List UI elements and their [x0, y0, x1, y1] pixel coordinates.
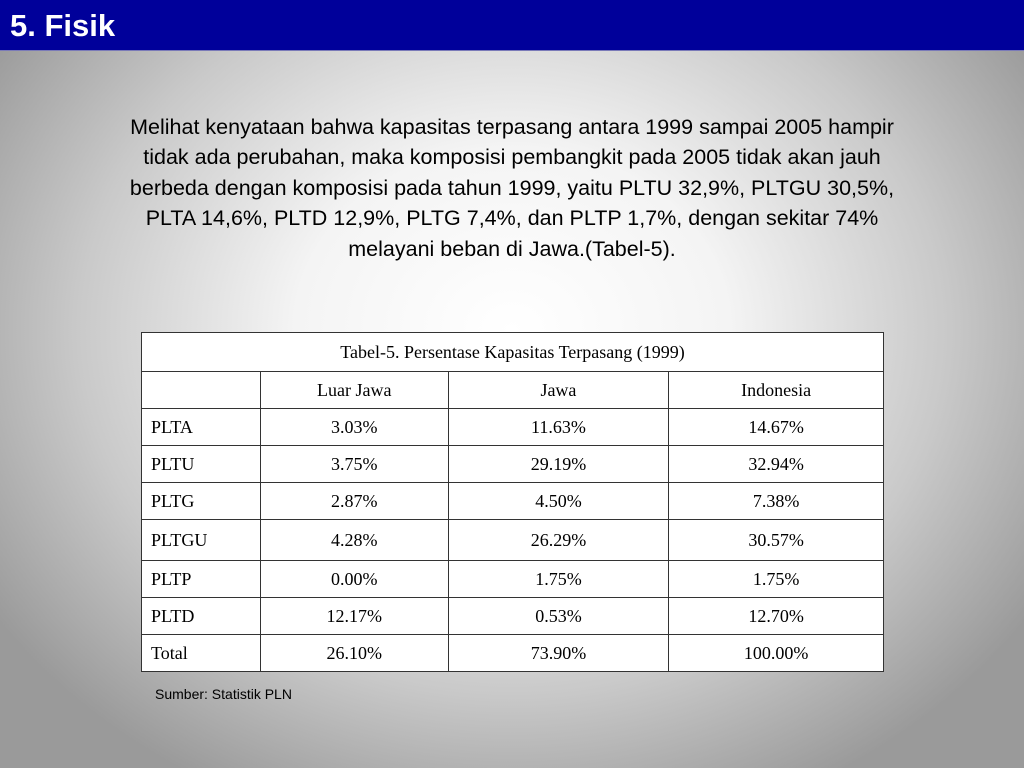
- cell-indonesia: 100.00%: [669, 635, 884, 672]
- body-paragraph: Melihat kenyataan bahwa kapasitas terpasang antara 1999 sampai 2005 hampir tidak ada perubahan, maka komposisi pembangkit pada 2005 tidak akan jauh berbeda dengan komposisi pada tahun 1999, yaitu PLTU 32,9%, PLTGU 30,5%, PLTA 14,6%, PLTD 12,9%, PLTG 7,4%, dan PLTP 1,7%, dengan sekitar 74% melayani beban di Jawa.(Tabel-5).: [129, 115, 895, 261]
- row-label: PLTGU: [142, 520, 261, 561]
- table-header-row: [142, 372, 884, 409]
- cell-luar-jawa: 12.17%: [260, 598, 448, 635]
- cell-luar-jawa: 26.10%: [260, 635, 448, 672]
- header-cell-indonesia: Indonesia: [669, 372, 884, 409]
- table-row-total: [142, 635, 884, 672]
- cell-indonesia: 12.70%: [669, 598, 884, 635]
- table-row: [142, 598, 884, 635]
- cell-luar-jawa: 3.03%: [260, 409, 448, 446]
- cell-jawa: 29.19%: [448, 446, 669, 483]
- table-row: [142, 561, 884, 598]
- cell-luar-jawa: 3.75%: [260, 446, 448, 483]
- cell-indonesia: 7.38%: [669, 483, 884, 520]
- table-caption-row: [142, 333, 884, 372]
- source-note: Sumber: Statistik PLN: [155, 686, 292, 702]
- row-label: PLTA: [142, 409, 261, 446]
- row-label: PLTG: [142, 483, 261, 520]
- header-cell-luar-jawa: Luar Jawa: [260, 372, 448, 409]
- table-row: [142, 409, 884, 446]
- cell-indonesia: 1.75%: [669, 561, 884, 598]
- capacity-table: [141, 332, 884, 672]
- cell-luar-jawa: 2.87%: [260, 483, 448, 520]
- cell-indonesia: 14.67%: [669, 409, 884, 446]
- cell-indonesia: 30.57%: [669, 520, 884, 561]
- row-label: PLTD: [142, 598, 261, 635]
- header-cell-empty: [142, 372, 261, 409]
- slide-title: 5. Fisik: [10, 8, 116, 43]
- table-row: [142, 520, 884, 561]
- table-row: [142, 483, 884, 520]
- cell-luar-jawa: 4.28%: [260, 520, 448, 561]
- cell-jawa: 11.63%: [448, 409, 669, 446]
- cell-jawa: 26.29%: [448, 520, 669, 561]
- row-label: PLTU: [142, 446, 261, 483]
- header-cell-jawa: Jawa: [448, 372, 669, 409]
- cell-jawa: 1.75%: [448, 561, 669, 598]
- cell-jawa: 0.53%: [448, 598, 669, 635]
- table-row: [142, 446, 884, 483]
- cell-indonesia: 32.94%: [669, 446, 884, 483]
- cell-jawa: 4.50%: [448, 483, 669, 520]
- table-caption: Tabel-5. Persentase Kapasitas Terpasang (1999): [142, 333, 884, 372]
- cell-luar-jawa: 0.00%: [260, 561, 448, 598]
- cell-jawa: 73.90%: [448, 635, 669, 672]
- title-bar: [0, 0, 1024, 51]
- row-label: Total: [142, 635, 261, 672]
- row-label: PLTP: [142, 561, 261, 598]
